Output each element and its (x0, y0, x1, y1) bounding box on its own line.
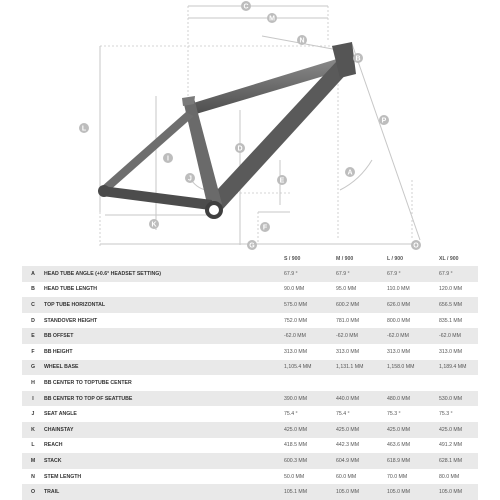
value-size-l: 800.0 MM (387, 317, 411, 324)
table-row (22, 266, 478, 282)
row-id: N (31, 473, 35, 480)
value-size-s: -62.0 MM (284, 333, 306, 340)
label-marker-n (297, 35, 307, 45)
row-name: BB CENTER TO TOPTUBE CENTER (44, 379, 132, 386)
row-name: TRAIL (44, 489, 60, 496)
bike-frame (98, 42, 356, 219)
value-size-xl: 75.3 ° (439, 411, 453, 418)
label-marker-m (79, 123, 89, 133)
label-marker-j (185, 173, 195, 183)
table-row (22, 469, 478, 485)
row-name: REACH (44, 442, 63, 449)
value-size-m: 604.9 MM (336, 457, 360, 464)
row-id: E (31, 333, 35, 340)
value-size-l (387, 375, 439, 391)
svg-text:M: M (269, 15, 275, 23)
value-size-xl: 628.1 MM (439, 457, 463, 464)
header-size-l: L / 900 (387, 256, 404, 262)
label-marker-e (277, 175, 287, 185)
label-marker-i (163, 153, 173, 163)
svg-text:O: O (413, 242, 419, 250)
value-size-l: 425.0 MM (387, 426, 411, 433)
value-size-xl (439, 375, 478, 391)
table-row (22, 406, 478, 422)
value-size-s: 600.3 MM (284, 457, 308, 464)
value-size-xl: 425.0 MM (439, 426, 463, 433)
label-marker-p (379, 115, 389, 125)
value-size-l: 75.3 ° (387, 411, 401, 418)
value-size-m: 425.0 MM (336, 426, 360, 433)
value-size-l: 1,158.0 MM (387, 364, 415, 371)
svg-text:A: A (347, 169, 353, 177)
row-name: HEAD TUBE ANGLE (+0.6° HEADSET SETTING) (44, 270, 162, 277)
value-size-l: 67.9 ° (387, 270, 401, 277)
value-size-s: 313.0 MM (284, 348, 308, 355)
value-size-xl: 120.0 MM (439, 286, 463, 293)
row-id: A (31, 270, 35, 277)
value-size-xl: 67.9 ° (439, 270, 453, 277)
value-size-s: 105.1 MM (284, 489, 308, 496)
table-body (22, 266, 478, 500)
table-row (22, 375, 478, 391)
value-size-l: 480.0 MM (387, 395, 411, 402)
row-id: I (32, 395, 34, 402)
svg-text:I: I (167, 155, 169, 163)
value-size-s: 67.9 ° (284, 270, 298, 277)
label-marker-c (241, 1, 251, 11)
table-header-row (22, 252, 478, 266)
label-marker-a (345, 167, 355, 177)
row-name: CHAINSTAY (44, 426, 74, 433)
table-row (22, 360, 478, 376)
header-size-m: M / 900 (336, 256, 354, 262)
table-row (22, 282, 478, 298)
svg-text:L: L (81, 125, 87, 133)
value-size-m (336, 375, 387, 391)
value-size-l: 105.0 MM (387, 489, 411, 496)
label-marker-b (353, 53, 363, 63)
table-row (22, 313, 478, 329)
value-size-xl: 105.0 MM (439, 489, 463, 496)
row-name: STACK (44, 457, 62, 464)
value-size-s: 575.0 MM (284, 301, 308, 308)
table-row (22, 422, 478, 438)
value-size-m: 105.0 MM (336, 489, 360, 496)
row-name: STEM LENGTH (44, 473, 82, 480)
row-name: BB OFFSET (44, 333, 74, 340)
row-id: O (30, 489, 36, 496)
value-size-l: 463.6 MM (387, 442, 411, 449)
value-size-m: 1,131.1 MM (336, 364, 364, 371)
header-measure (44, 252, 284, 266)
value-size-s (284, 375, 336, 391)
row-id: H (31, 379, 35, 386)
value-size-m: 600.2 MM (336, 301, 360, 308)
label-marker-g (247, 240, 257, 250)
svg-text:N: N (299, 37, 305, 45)
value-size-m: 60.0 MM (336, 473, 357, 480)
value-size-s: 418.5 MM (284, 442, 308, 449)
svg-text:J: J (188, 175, 192, 183)
seat-stay (100, 112, 194, 192)
header-id (22, 252, 44, 266)
row-name: STANDOVER HEIGHT (44, 317, 98, 324)
row-name: TOP TUBE HORIZONTAL (44, 301, 106, 308)
row-id: C (31, 301, 35, 308)
row-id: B (31, 286, 35, 293)
value-size-m: 75.4 ° (336, 411, 350, 418)
table-row (22, 328, 478, 344)
geometry-table (22, 252, 478, 500)
row-name: BB CENTER TO TOP OF SEATTUBE (44, 395, 133, 402)
row-id: J (31, 411, 35, 418)
table-row (22, 344, 478, 360)
value-size-s: 752.0 MM (284, 317, 308, 324)
value-size-s: 390.0 MM (284, 395, 308, 402)
rear-dropout (98, 185, 110, 197)
header-size-xl: XL / 900 (439, 256, 459, 262)
label-marker-d (235, 143, 245, 153)
svg-text:B: B (355, 55, 361, 63)
value-size-xl: 491.2 MM (439, 442, 463, 449)
table-row (22, 453, 478, 469)
value-size-m: 442.3 MM (336, 442, 360, 449)
dimension-lines (100, 3, 420, 246)
value-size-xl: 1,189.4 MM (439, 364, 467, 371)
value-size-m: 95.0 MM (336, 286, 357, 293)
value-size-l: 626.0 MM (387, 301, 411, 308)
row-id: D (31, 317, 35, 324)
table-row (22, 391, 478, 407)
value-size-xl: 656.5 MM (439, 301, 463, 308)
value-size-xl: 80.0 MM (439, 473, 460, 480)
value-size-s: 1,105.4 MM (284, 364, 312, 371)
value-size-s: 75.4 ° (284, 411, 298, 418)
table-row (22, 438, 478, 454)
svg-text:G: G (249, 242, 255, 250)
value-size-m: 313.0 MM (336, 348, 360, 355)
row-id: F (31, 348, 35, 355)
svg-text:C: C (243, 3, 249, 11)
svg-text:F: F (262, 224, 268, 232)
value-size-m: 440.0 MM (336, 395, 360, 402)
value-size-m: 781.0 MM (336, 317, 360, 324)
value-size-xl: 835.1 MM (439, 317, 463, 324)
value-size-l: 618.9 MM (387, 457, 411, 464)
dimension-labels (79, 1, 421, 250)
row-id: G (30, 364, 36, 371)
row-id: L (31, 442, 35, 449)
table-row (22, 484, 478, 500)
row-name: SEAT ANGLE (44, 411, 77, 418)
value-size-xl: 530.0 MM (439, 395, 463, 402)
header-size-s: S / 900 (284, 256, 301, 262)
value-size-xl: 313.0 MM (439, 348, 463, 355)
value-size-l: 70.0 MM (387, 473, 408, 480)
chain-stay (102, 186, 212, 210)
svg-text:D: D (237, 145, 243, 153)
label-marker-f (260, 222, 270, 232)
row-name: HEAD TUBE LENGTH (44, 286, 98, 293)
label-marker-k (149, 219, 159, 229)
value-size-xl: -62.0 MM (439, 333, 461, 340)
row-id: M (30, 457, 36, 464)
value-size-l: 313.0 MM (387, 348, 411, 355)
value-size-l: 110.0 MM (387, 286, 410, 293)
value-size-s: 90.0 MM (284, 286, 305, 293)
value-size-m: -62.0 MM (336, 333, 358, 340)
label-marker-o (411, 240, 421, 250)
svg-text:K: K (151, 221, 157, 229)
label-marker-l (267, 13, 277, 23)
svg-text:E: E (279, 177, 285, 185)
row-id: K (31, 426, 35, 433)
svg-text:P: P (381, 117, 387, 125)
value-size-m: 67.9 ° (336, 270, 350, 277)
table-row (22, 297, 478, 313)
row-name: BB HEIGHT (44, 348, 73, 355)
row-name: WHEEL BASE (44, 364, 79, 371)
value-size-l: -62.0 MM (387, 333, 409, 340)
value-size-s: 50.0 MM (284, 473, 305, 480)
value-size-s: 425.0 MM (284, 426, 308, 433)
